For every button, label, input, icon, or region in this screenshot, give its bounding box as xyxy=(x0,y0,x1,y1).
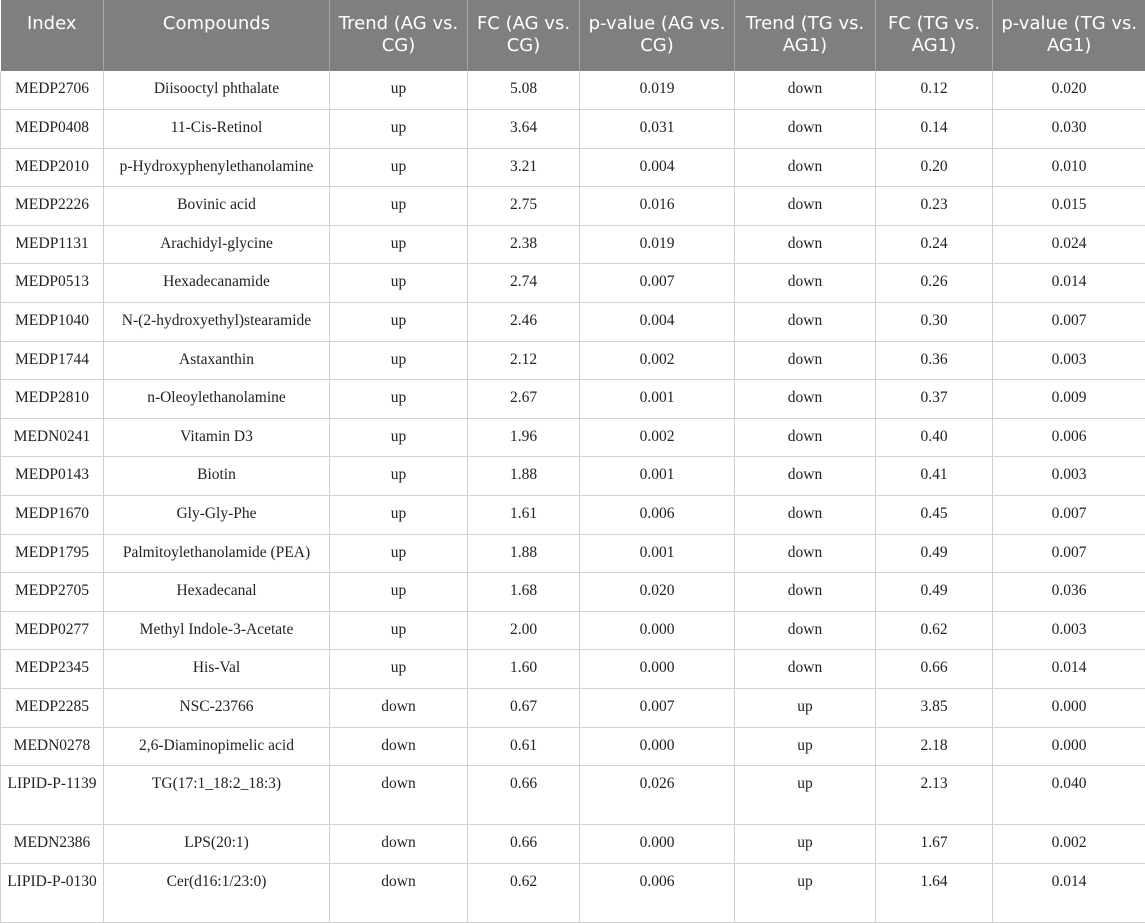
cell-fc-ag-cg: 2.00 xyxy=(468,611,580,650)
cell-trend-ag-cg: up xyxy=(330,341,468,380)
column-header-pvalue-ag-cg: p-value (AG vs. CG) xyxy=(580,0,735,71)
cell-index: MEDP2010 xyxy=(1,148,104,187)
cell-fc-ag-cg: 2.67 xyxy=(468,380,580,419)
cell-pvalue-tg-ag1: 0.024 xyxy=(993,225,1145,264)
cell-trend-ag-cg: up xyxy=(330,534,468,573)
cell-index: MEDP2810 xyxy=(1,380,104,419)
cell-fc-ag-cg: 5.08 xyxy=(468,71,580,110)
cell-compounds: Hexadecanal xyxy=(104,573,330,612)
cell-fc-tg-ag1: 1.67 xyxy=(876,825,993,864)
cell-pvalue-ag-cg: 0.020 xyxy=(580,573,735,612)
cell-trend-tg-ag1: down xyxy=(735,225,876,264)
table-row xyxy=(1,766,1145,825)
column-header-fc-tg-ag1: FC (TG vs. AG1) xyxy=(876,0,993,71)
cell-pvalue-tg-ag1: 0.000 xyxy=(993,727,1145,766)
cell-trend-ag-cg: up xyxy=(330,148,468,187)
cell-compounds: Methyl Indole-3-Acetate xyxy=(104,611,330,650)
cell-trend-ag-cg: down xyxy=(330,689,468,728)
cell-trend-tg-ag1: up xyxy=(735,689,876,728)
cell-trend-tg-ag1: down xyxy=(735,341,876,380)
cell-fc-ag-cg: 1.88 xyxy=(468,534,580,573)
cell-fc-tg-ag1: 0.26 xyxy=(876,264,993,303)
table-row xyxy=(1,534,1145,573)
cell-compounds: 2,6-Diaminopimelic acid xyxy=(104,727,330,766)
table-row xyxy=(1,341,1145,380)
cell-compounds: Hexadecanamide xyxy=(104,264,330,303)
cell-trend-ag-cg: up xyxy=(330,71,468,110)
cell-pvalue-ag-cg: 0.016 xyxy=(580,187,735,226)
cell-fc-ag-cg: 2.74 xyxy=(468,264,580,303)
cell-compounds: Vitamin D3 xyxy=(104,418,330,457)
cell-compounds: Diisooctyl phthalate xyxy=(104,71,330,110)
cell-compounds: Bovinic acid xyxy=(104,187,330,226)
cell-index: MEDP2226 xyxy=(1,187,104,226)
cell-trend-tg-ag1: down xyxy=(735,187,876,226)
cell-pvalue-tg-ag1: 0.015 xyxy=(993,187,1145,226)
cell-index: MEDP2285 xyxy=(1,689,104,728)
cell-trend-ag-cg: up xyxy=(330,225,468,264)
cell-compounds: TG(17:1_18:2_18:3) xyxy=(104,766,330,825)
cell-fc-ag-cg: 3.64 xyxy=(468,110,580,149)
table-body xyxy=(1,71,1145,922)
cell-fc-ag-cg: 1.88 xyxy=(468,457,580,496)
cell-trend-tg-ag1: down xyxy=(735,110,876,149)
cell-pvalue-ag-cg: 0.026 xyxy=(580,766,735,825)
cell-pvalue-tg-ag1: 0.014 xyxy=(993,264,1145,303)
cell-compounds: Cer(d16:1/23:0) xyxy=(104,863,330,922)
cell-trend-tg-ag1: down xyxy=(735,380,876,419)
cell-fc-tg-ag1: 0.49 xyxy=(876,573,993,612)
cell-fc-ag-cg: 0.67 xyxy=(468,689,580,728)
cell-fc-ag-cg: 0.62 xyxy=(468,863,580,922)
cell-compounds: Gly-Gly-Phe xyxy=(104,496,330,535)
cell-trend-ag-cg: up xyxy=(330,187,468,226)
cell-fc-tg-ag1: 0.49 xyxy=(876,534,993,573)
cell-pvalue-ag-cg: 0.002 xyxy=(580,341,735,380)
cell-pvalue-ag-cg: 0.002 xyxy=(580,418,735,457)
cell-fc-tg-ag1: 2.18 xyxy=(876,727,993,766)
cell-pvalue-tg-ag1: 0.030 xyxy=(993,110,1145,149)
cell-compounds: N-(2-hydroxyethyl)stearamide xyxy=(104,303,330,342)
cell-index: MEDP1670 xyxy=(1,496,104,535)
cell-fc-ag-cg: 3.21 xyxy=(468,148,580,187)
cell-trend-tg-ag1: down xyxy=(735,573,876,612)
cell-index: MEDN0241 xyxy=(1,418,104,457)
cell-trend-tg-ag1: down xyxy=(735,303,876,342)
cell-fc-ag-cg: 2.46 xyxy=(468,303,580,342)
cell-trend-tg-ag1: down xyxy=(735,264,876,303)
cell-fc-tg-ag1: 0.37 xyxy=(876,380,993,419)
table-row xyxy=(1,148,1145,187)
cell-fc-tg-ag1: 3.85 xyxy=(876,689,993,728)
cell-fc-ag-cg: 0.66 xyxy=(468,825,580,864)
cell-pvalue-ag-cg: 0.007 xyxy=(580,689,735,728)
cell-pvalue-tg-ag1: 0.000 xyxy=(993,689,1145,728)
cell-pvalue-ag-cg: 0.000 xyxy=(580,611,735,650)
cell-trend-ag-cg: up xyxy=(330,573,468,612)
cell-compounds: His-Val xyxy=(104,650,330,689)
cell-pvalue-ag-cg: 0.007 xyxy=(580,264,735,303)
cell-pvalue-ag-cg: 0.031 xyxy=(580,110,735,149)
table-row xyxy=(1,187,1145,226)
cell-trend-tg-ag1: up xyxy=(735,863,876,922)
cell-pvalue-tg-ag1: 0.003 xyxy=(993,457,1145,496)
cell-pvalue-ag-cg: 0.004 xyxy=(580,148,735,187)
cell-trend-tg-ag1: up xyxy=(735,727,876,766)
cell-trend-tg-ag1: down xyxy=(735,534,876,573)
table-row xyxy=(1,225,1145,264)
header-row xyxy=(1,0,1145,71)
cell-trend-tg-ag1: down xyxy=(735,71,876,110)
cell-trend-ag-cg: down xyxy=(330,727,468,766)
cell-fc-ag-cg: 1.60 xyxy=(468,650,580,689)
cell-index: LIPID-P-1139 xyxy=(1,766,104,825)
cell-pvalue-ag-cg: 0.000 xyxy=(580,825,735,864)
table-row xyxy=(1,650,1145,689)
cell-fc-tg-ag1: 0.62 xyxy=(876,611,993,650)
cell-pvalue-ag-cg: 0.000 xyxy=(580,727,735,766)
cell-pvalue-tg-ag1: 0.009 xyxy=(993,380,1145,419)
cell-index: MEDP1131 xyxy=(1,225,104,264)
cell-pvalue-tg-ag1: 0.007 xyxy=(993,303,1145,342)
table-row xyxy=(1,303,1145,342)
table-row xyxy=(1,380,1145,419)
cell-index: MEDP0277 xyxy=(1,611,104,650)
cell-index: MEDN0278 xyxy=(1,727,104,766)
table-row xyxy=(1,825,1145,864)
cell-pvalue-tg-ag1: 0.014 xyxy=(993,650,1145,689)
cell-compounds: NSC-23766 xyxy=(104,689,330,728)
column-header-fc-ag-cg: FC (AG vs. CG) xyxy=(468,0,580,71)
cell-index: MEDP2705 xyxy=(1,573,104,612)
cell-pvalue-ag-cg: 0.019 xyxy=(580,225,735,264)
column-header-pvalue-tg-ag1: p-value (TG vs. AG1) xyxy=(993,0,1145,71)
cell-fc-tg-ag1: 0.36 xyxy=(876,341,993,380)
cell-fc-tg-ag1: 0.14 xyxy=(876,110,993,149)
table-row xyxy=(1,863,1145,922)
cell-pvalue-tg-ag1: 0.014 xyxy=(993,863,1145,922)
cell-compounds: Arachidyl-glycine xyxy=(104,225,330,264)
cell-trend-tg-ag1: up xyxy=(735,766,876,825)
table-row xyxy=(1,418,1145,457)
cell-pvalue-tg-ag1: 0.003 xyxy=(993,611,1145,650)
cell-trend-ag-cg: up xyxy=(330,496,468,535)
cell-pvalue-tg-ag1: 0.007 xyxy=(993,496,1145,535)
cell-fc-tg-ag1: 1.64 xyxy=(876,863,993,922)
cell-fc-ag-cg: 2.38 xyxy=(468,225,580,264)
table-row xyxy=(1,573,1145,612)
cell-index: MEDN2386 xyxy=(1,825,104,864)
cell-index: MEDP1040 xyxy=(1,303,104,342)
cell-pvalue-tg-ag1: 0.020 xyxy=(993,71,1145,110)
table-header xyxy=(1,0,1145,71)
cell-trend-tg-ag1: up xyxy=(735,825,876,864)
cell-fc-tg-ag1: 0.41 xyxy=(876,457,993,496)
cell-index: MEDP2345 xyxy=(1,650,104,689)
table-row xyxy=(1,727,1145,766)
table-row xyxy=(1,689,1145,728)
cell-trend-ag-cg: down xyxy=(330,825,468,864)
cell-pvalue-tg-ag1: 0.002 xyxy=(993,825,1145,864)
cell-fc-tg-ag1: 0.12 xyxy=(876,71,993,110)
cell-trend-ag-cg: up xyxy=(330,650,468,689)
cell-fc-tg-ag1: 0.66 xyxy=(876,650,993,689)
cell-index: MEDP2706 xyxy=(1,71,104,110)
cell-trend-tg-ag1: down xyxy=(735,611,876,650)
column-header-compounds: Compounds xyxy=(104,0,330,71)
cell-compounds: 11-Cis-Retinol xyxy=(104,110,330,149)
cell-pvalue-tg-ag1: 0.010 xyxy=(993,148,1145,187)
cell-pvalue-tg-ag1: 0.003 xyxy=(993,341,1145,380)
cell-pvalue-ag-cg: 0.004 xyxy=(580,303,735,342)
cell-fc-tg-ag1: 2.13 xyxy=(876,766,993,825)
cell-pvalue-tg-ag1: 0.036 xyxy=(993,573,1145,612)
cell-compounds: Astaxanthin xyxy=(104,341,330,380)
cell-compounds: p-Hydroxyphenylethanolamine xyxy=(104,148,330,187)
cell-fc-tg-ag1: 0.45 xyxy=(876,496,993,535)
cell-index: MEDP0513 xyxy=(1,264,104,303)
cell-trend-tg-ag1: down xyxy=(735,650,876,689)
table-row xyxy=(1,611,1145,650)
cell-fc-ag-cg: 2.75 xyxy=(468,187,580,226)
table-row xyxy=(1,457,1145,496)
cell-trend-tg-ag1: down xyxy=(735,496,876,535)
cell-pvalue-ag-cg: 0.001 xyxy=(580,457,735,496)
column-header-index: Index xyxy=(1,0,104,71)
cell-fc-ag-cg: 1.96 xyxy=(468,418,580,457)
cell-trend-ag-cg: up xyxy=(330,110,468,149)
cell-fc-tg-ag1: 0.30 xyxy=(876,303,993,342)
cell-pvalue-ag-cg: 0.001 xyxy=(580,534,735,573)
cell-fc-tg-ag1: 0.23 xyxy=(876,187,993,226)
cell-trend-ag-cg: up xyxy=(330,418,468,457)
cell-compounds: n-Oleoylethanolamine xyxy=(104,380,330,419)
cell-pvalue-tg-ag1: 0.006 xyxy=(993,418,1145,457)
cell-index: MEDP0143 xyxy=(1,457,104,496)
cell-trend-tg-ag1: down xyxy=(735,457,876,496)
cell-index: MEDP0408 xyxy=(1,110,104,149)
cell-fc-tg-ag1: 0.20 xyxy=(876,148,993,187)
cell-compounds: LPS(20:1) xyxy=(104,825,330,864)
cell-trend-ag-cg: up xyxy=(330,380,468,419)
cell-trend-ag-cg: up xyxy=(330,611,468,650)
cell-trend-tg-ag1: down xyxy=(735,418,876,457)
cell-index: MEDP1795 xyxy=(1,534,104,573)
column-header-trend-ag-cg: Trend (AG vs. CG) xyxy=(330,0,468,71)
cell-pvalue-tg-ag1: 0.040 xyxy=(993,766,1145,825)
cell-trend-ag-cg: up xyxy=(330,457,468,496)
cell-compounds: Palmitoylethanolamide (PEA) xyxy=(104,534,330,573)
cell-index: LIPID-P-0130 xyxy=(1,863,104,922)
cell-pvalue-ag-cg: 0.006 xyxy=(580,863,735,922)
cell-pvalue-ag-cg: 0.001 xyxy=(580,380,735,419)
cell-fc-tg-ag1: 0.24 xyxy=(876,225,993,264)
cell-fc-ag-cg: 1.61 xyxy=(468,496,580,535)
cell-trend-tg-ag1: down xyxy=(735,148,876,187)
column-header-trend-tg-ag1: Trend (TG vs. AG1) xyxy=(735,0,876,71)
cell-fc-ag-cg: 1.68 xyxy=(468,573,580,612)
table-row xyxy=(1,71,1145,110)
cell-pvalue-ag-cg: 0.006 xyxy=(580,496,735,535)
table-row xyxy=(1,496,1145,535)
cell-trend-ag-cg: up xyxy=(330,303,468,342)
cell-fc-ag-cg: 2.12 xyxy=(468,341,580,380)
cell-trend-ag-cg: down xyxy=(330,863,468,922)
table-row xyxy=(1,110,1145,149)
cell-pvalue-ag-cg: 0.019 xyxy=(580,71,735,110)
cell-fc-ag-cg: 0.66 xyxy=(468,766,580,825)
cell-fc-tg-ag1: 0.40 xyxy=(876,418,993,457)
cell-index: MEDP1744 xyxy=(1,341,104,380)
cell-compounds: Biotin xyxy=(104,457,330,496)
cell-trend-ag-cg: up xyxy=(330,264,468,303)
cell-fc-ag-cg: 0.61 xyxy=(468,727,580,766)
table-row xyxy=(1,264,1145,303)
cell-pvalue-tg-ag1: 0.007 xyxy=(993,534,1145,573)
cell-trend-ag-cg: down xyxy=(330,766,468,825)
cell-pvalue-ag-cg: 0.000 xyxy=(580,650,735,689)
